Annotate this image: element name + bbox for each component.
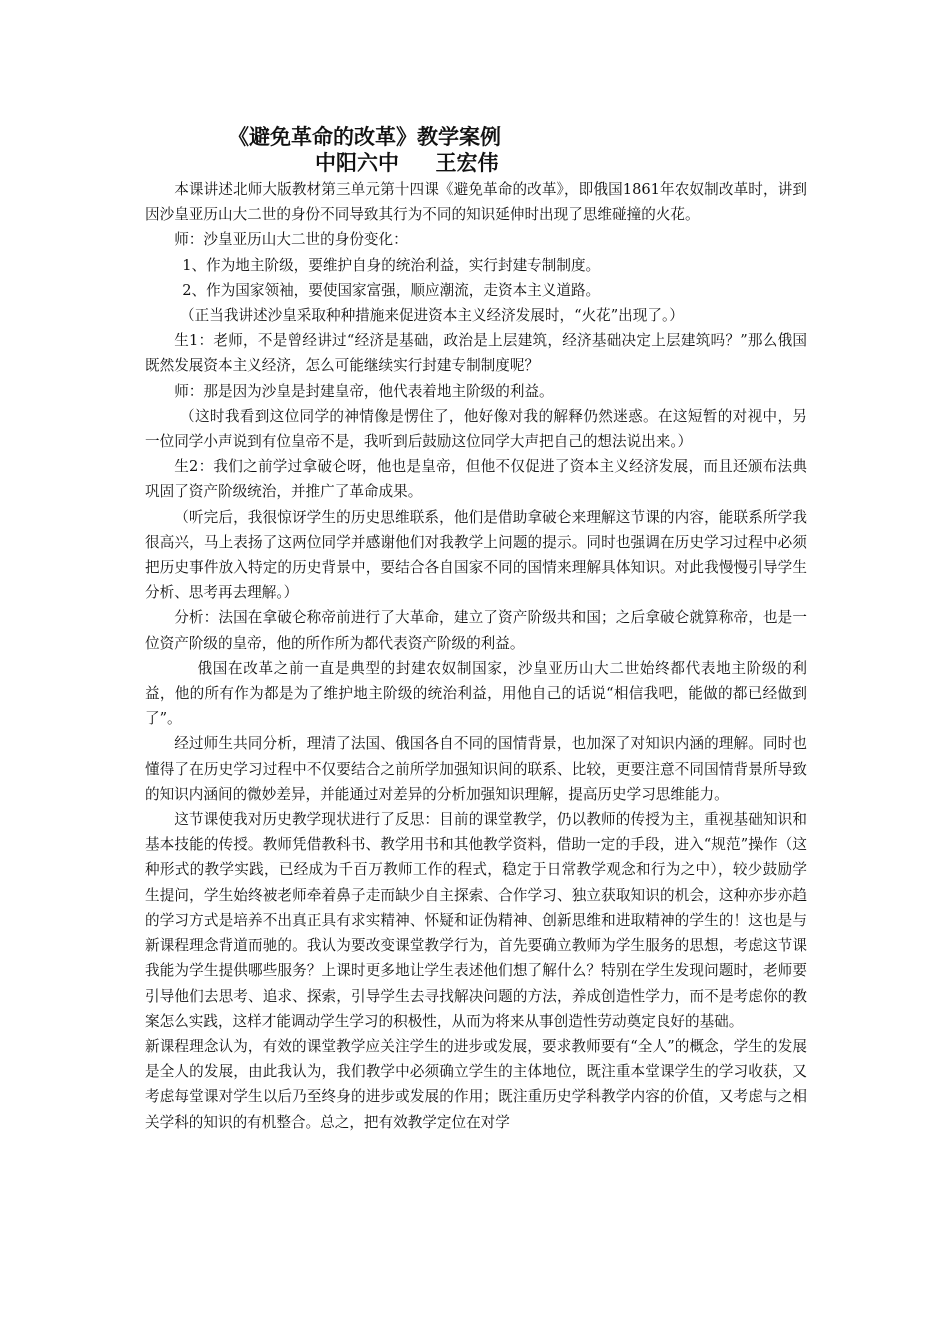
paragraph-student-1: 生1：老师，不是曾经讲过“经济是基础，政治是上层建筑，经济基础决定上层建筑吗？”那么俄国既然发展资本主义经济，怎么可能继续实行封建专制制度呢？ (145, 332, 807, 375)
paragraph-note-spark: （正当我讲述沙皇采取种种措施来促进资本主义经济发展时，“火花”出现了。） (180, 307, 684, 325)
paragraph-student-2: 生2：我们之前学过拿破仑呀，他也是皇帝，但他不仅促进了资本主义经济发展，而且还颁布法典巩固了资产阶级统治，并推广了革命成果。 (145, 458, 807, 501)
author-line: 中阳六中 王宏伟 (315, 151, 499, 175)
paragraph-new-curriculum: 新课程理念认为，有效的课堂教学应关注学生的进步或发展，要求教师要有“全人”的概念，学生的发展是全人的发展，由此我认为，我们教学中必须确立学生的主体地位，既注重本堂课学生的学习收获，又考虑每堂课对学生以后乃至终身的进步或发展的作用；既注重历史学科教学内容的价值，又考虑与之相关学科的知识的有机整合。总之，把有效教学定位在对学 (145, 1037, 807, 1131)
document-body (145, 177, 807, 1135)
paragraph-note-surprise: （听完后，我很惊讶学生的历史思维联系，他们是借助拿破仑来理解这节课的内容，能联系所学我很高兴，马上表扬了这两位同学并感谢他们对我教学上问题的提示。同时也强调在历史学习过程中必须把历史事件放入特定的历史背景中，要结合各自国家不同的国情来理解具体知识。对此我慢慢引导学生分析、思考再去理解。） (145, 508, 807, 602)
paragraph-teacher-reply: 师：那是因为沙皇是封建皇帝，他代表着地主阶级的利益。 (174, 382, 554, 400)
list-item-1: 1、作为地主阶级，要维护自身的统治利益，实行封建专制制度。 (182, 256, 601, 274)
paragraph-analysis-france: 分析：法国在拿破仑称帝前进行了大革命，建立了资产阶级共和国；之后拿破仑就算称帝，也是一位资产阶级的皇帝，他的所作所为都代表资产阶级的利益。 (145, 609, 807, 652)
list-item-2: 2、作为国家领袖，要使国家富强，顺应潮流，走资本主义道路。 (182, 281, 601, 299)
paragraph-intro: 本课讲述北师大版教材第三单元第十四课《避免革命的改革》，即俄国1861年农奴制改革时，讲到因沙皇亚历山大二世的身份不同导致其行为不同的知识延伸时出现了思维碰撞的火花。 (145, 181, 807, 224)
paragraph-analysis-russia: 俄国在改革之前一直是典型的封建农奴制国家，沙皇亚历山大二世始终都代表地主阶级的利益，他的所有作为都是为了维护地主阶级的统治利益，用他自己的话说“相信我吧，能做的都已经做到了”。 (145, 659, 807, 728)
paragraph-conclusion: 经过师生共同分析，理清了法国、俄国各自不同的国情背景，也加深了对知识内涵的理解。同时也懂得了在历史学习过程中不仅要结合之前所学加强知识间的联系、比较，更要注意不同国情背景所导致的知识内涵间的微妙差异，并能通过对差异的分析加强知识理解，提高历史学习思维能力。 (145, 735, 807, 803)
document-title: 《避免革命的改革》教学案例 (228, 125, 501, 149)
paragraph-note-confused: （这时我看到这位同学的神情像是愣住了，他好像对我的解释仍然迷惑。在这短暂的对视中，另一位同学小声说到有位皇帝不是，我听到后鼓励这位同学大声把自己的想法说出来。） (145, 407, 807, 451)
paragraph-reflection: 这节课使我对历史教学现状进行了反思：目前的课堂教学，仍以教师的传授为主，重视基础知识和基本技能的传授。教师凭借教科书、教学用书和其他教学资料，借助一定的手段，进入“规范”操作（这种形式的教学实践，已经成为千百万教师工作的程式，稳定于日常教学观念和行为之中），较少鼓励学生提问，学生始终被老师牵着鼻子走而缺少自主探索、合作学习、独立获取知识的机会，这种亦步亦趋的学习方式是培养不出真正具有求实精神、怀疑和证伪精神、创新思维和进取精神的学生的！这也是与新课程理念背道而驰的。我认为要改变课堂教学行为，首先要确立教师为学生服务的思想，考虑这节课我能为学生提供哪些服务？上课时更多地让学生表述他们想了解什么？特别在学生发现问题时，老师要引导他们去思考、追求、探索，引导学生去寻找解决问题的方法，养成创造性学力，而不是考虑你的教案怎么实践，这样才能调动学生学习的积极性，从而为将来从事创造性劳动奠定良好的基础。 (145, 811, 807, 1030)
paragraph-teacher-identity: 师：沙皇亚历山大二世的身份变化： (174, 231, 408, 249)
